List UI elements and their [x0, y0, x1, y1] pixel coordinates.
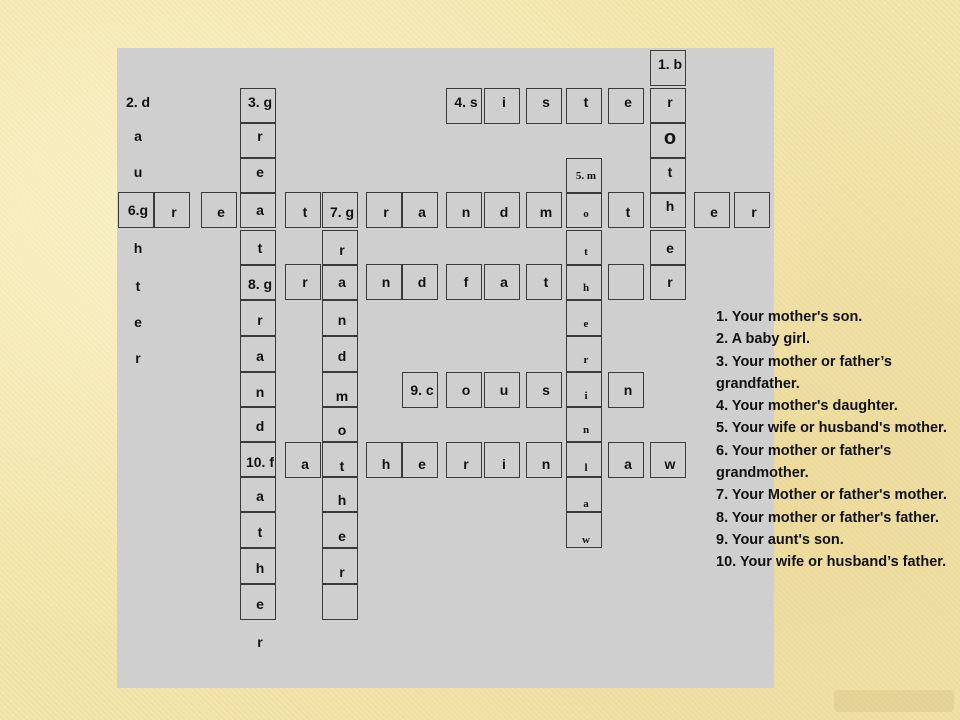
grid-letter: d: [499, 204, 509, 220]
grid-letter: 1. b: [657, 56, 683, 72]
grid-letter: o: [337, 422, 347, 438]
grid-letter: 9. c: [410, 382, 434, 398]
grid-letter: n: [255, 384, 265, 400]
grid-letter: t: [257, 240, 263, 256]
grid-letter: e: [256, 164, 264, 180]
grid-letter: t: [302, 204, 308, 220]
grid-letter: r: [171, 204, 177, 220]
grid-letter: t: [257, 524, 263, 540]
grid-letter: 7. g: [329, 204, 355, 220]
grid-letter: a: [624, 456, 632, 472]
grid-letter: i: [502, 94, 506, 110]
grid-letter: o: [461, 382, 471, 398]
grid-letter: e: [418, 456, 426, 472]
grid-letter: t: [625, 204, 631, 220]
clue-1: 1. Your mother's son.: [716, 309, 863, 325]
grid-letter: d: [255, 418, 265, 434]
grid-letter: e: [583, 318, 589, 330]
grid-letter: n: [381, 274, 391, 290]
crossword-board: [117, 48, 774, 688]
grid-letter: f: [463, 274, 469, 290]
grid-letter: e: [338, 528, 346, 544]
grid-letter: o: [663, 127, 677, 149]
grid-letter: h: [381, 456, 391, 472]
grid-letter: r: [257, 634, 263, 650]
grid-letter: 8. g: [247, 276, 273, 292]
grid-letter: e: [624, 94, 632, 110]
grid-letter: w: [582, 534, 590, 546]
grid-letter: r: [667, 274, 673, 290]
grid-letter: 10. f: [245, 454, 274, 470]
grid-letter: e: [134, 314, 142, 330]
grid-letter: r: [135, 350, 141, 366]
grid-letter: d: [337, 348, 347, 364]
clue-list: [716, 306, 952, 574]
clue-7: 7. Your Mother or father's mother.: [716, 487, 947, 504]
clue-10: 10. Your wife or husband’s father.: [716, 554, 947, 571]
grid-letter: 2. d: [125, 94, 151, 110]
grid-letter: r: [257, 128, 263, 144]
grid-letter: w: [664, 456, 676, 472]
clue-3: 3. Your mother or father’s grandfather.: [716, 353, 892, 392]
grid-letter: n: [582, 424, 590, 436]
grid-letter: a: [256, 488, 264, 504]
grid-letter: a: [134, 128, 142, 144]
grid-letter: e: [217, 204, 225, 220]
grid-letter: t: [584, 246, 588, 258]
clue-5: 5. Your wife or husband's mother.: [716, 420, 947, 437]
grid-letter: 6.g: [127, 202, 149, 218]
grid-letter: r: [751, 204, 757, 220]
grid-letter: 3. g: [247, 94, 273, 110]
grid-letter: t: [667, 164, 673, 180]
grid-letter: a: [418, 204, 426, 220]
grid-letter: n: [461, 204, 471, 220]
grid-letter: u: [499, 382, 509, 398]
grid-cell[interactable]: [608, 264, 644, 300]
grid-letter: i: [584, 390, 588, 402]
grid-letter: 5. m: [575, 170, 597, 182]
grid-letter: s: [542, 94, 550, 110]
grid-letter: a: [301, 456, 309, 472]
grid-letter: a: [256, 348, 264, 364]
clue-6: 6. Your mother or father's grandmother.: [716, 442, 892, 482]
grid-letter: t: [543, 274, 549, 290]
grid-letter: a: [338, 274, 346, 290]
grid-letter: n: [623, 382, 633, 398]
grid-letter: r: [583, 354, 589, 366]
grid-letter: r: [302, 274, 308, 290]
grid-letter: u: [133, 164, 143, 180]
clue-8: 8. Your mother or father's father.: [716, 509, 939, 526]
grid-letter: h: [255, 560, 265, 576]
grid-letter: r: [463, 456, 469, 472]
grid-letter: n: [541, 456, 551, 472]
grid-letter: l: [584, 462, 588, 474]
grid-letter: r: [257, 312, 263, 328]
grid-letter: h: [133, 240, 143, 256]
grid-letter: e: [710, 204, 718, 220]
clue-4: 4. Your mother's daughter.: [716, 398, 898, 415]
grid-letter: h: [665, 198, 675, 214]
grid-letter: r: [339, 564, 345, 580]
grid-letter: h: [582, 282, 590, 294]
watermark: [834, 690, 954, 712]
grid-letter: m: [539, 204, 553, 220]
grid-letter: h: [337, 492, 347, 508]
grid-letter: e: [256, 596, 264, 612]
grid-letter: r: [383, 204, 389, 220]
clue-9: 9. Your aunt's son.: [716, 531, 844, 548]
grid-letter: a: [256, 202, 264, 218]
grid-letter: t: [583, 94, 589, 110]
grid-letter: d: [417, 274, 427, 290]
grid-letter: 4. s: [454, 94, 478, 110]
grid-letter: r: [339, 242, 345, 258]
grid-letter: m: [335, 388, 349, 404]
grid-letter: t: [339, 458, 345, 474]
grid-letter: a: [500, 274, 508, 290]
grid-letter: a: [583, 498, 589, 510]
grid-letter: n: [337, 312, 347, 328]
grid-letter: s: [542, 382, 550, 398]
grid-letter: r: [667, 94, 673, 110]
grid-letter: t: [135, 278, 141, 294]
grid-letter: i: [502, 456, 506, 472]
grid-letter: o: [583, 208, 589, 220]
clue-2: 2. A baby girl.: [716, 331, 811, 348]
grid-letter: e: [666, 240, 674, 256]
